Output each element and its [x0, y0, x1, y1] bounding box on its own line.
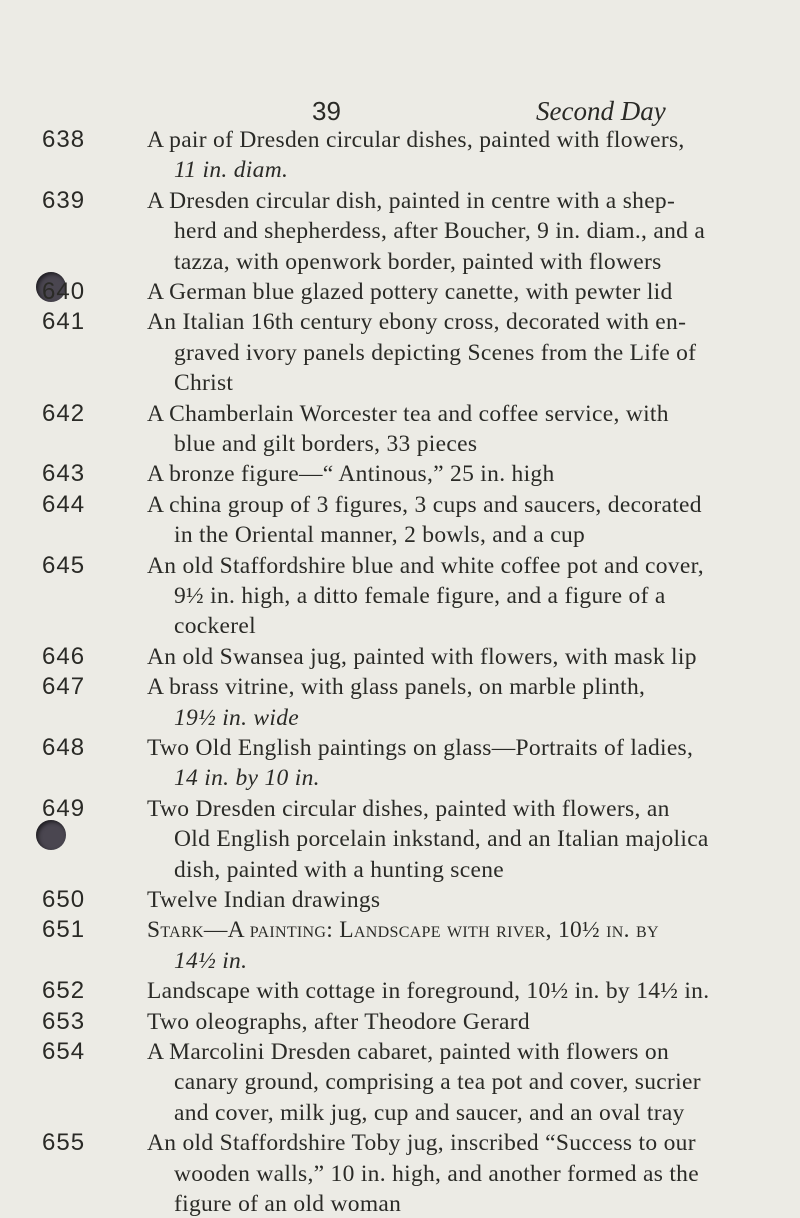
lot-description-line: A German blue glazed pottery canette, with pewter lid: [147, 279, 673, 305]
lot-number: 651: [42, 916, 86, 944]
lot-number: 654: [42, 1038, 86, 1065]
lot-description-line: An Italian 16th century ebony cross, decorated with en-: [147, 309, 687, 336]
lot-description-line: dish, painted with a hunting scene: [174, 856, 504, 883]
lot-number: 644: [42, 490, 86, 518]
lot-number: 639: [42, 186, 86, 214]
punch-hole-bottom: [36, 820, 66, 850]
lot-number: 649: [42, 794, 86, 822]
lot-description-line: 19½ in. wide: [174, 704, 300, 731]
lot-description-line: Twelve Indian drawings: [147, 887, 381, 913]
lot-description-line: Landscape with cottage in foreground, 10½ in. by 14½ in.: [147, 978, 710, 1005]
lot-description-line: Two oleographs, after Theodore Gerard: [147, 1008, 530, 1035]
lot-description-line: A china group of 3 figures, 3 cups and saucers, decorated: [147, 491, 702, 518]
lot-number: 642: [42, 399, 86, 427]
lot-description-line: A Dresden circular dish, painted in centre with a shep-: [147, 187, 676, 214]
lot-description-line: figure of an old woman: [174, 1191, 402, 1217]
lot-description-line: An old Staffordshire blue and white coffee pot and cover,: [147, 552, 704, 579]
page-number: 39: [312, 96, 341, 126]
lot-number: 638: [42, 126, 86, 153]
running-title: Second Day: [536, 96, 666, 126]
lot-description-line: 14 in. by 10 in.: [174, 765, 320, 792]
lot-number: 646: [42, 642, 86, 670]
lot-description-line: cockerel: [174, 613, 256, 640]
lot-description-line: blue and gilt borders, 33 pieces: [174, 431, 478, 457]
lot-description-line: Two Old English paintings on glass—Portraits of ladies,: [147, 735, 694, 761]
lot-number: 652: [42, 977, 86, 1005]
lot-number: 648: [42, 734, 86, 761]
lot-description-line: A bronze figure—“ Antinous,” 25 in. high: [147, 461, 555, 488]
lot-description-line: 11 in. diam.: [174, 157, 289, 184]
lot-number: 641: [42, 308, 86, 336]
lot-description-line: in the Oriental manner, 2 bowls, and a cup: [174, 522, 586, 549]
lot-description-line: 9½ in. high, a ditto female figure, and a figure of a: [174, 583, 666, 609]
lot-description-line: canary ground, comprising a tea pot and cover, sucrier: [174, 1069, 701, 1096]
lot-description-line: Christ: [174, 370, 234, 397]
lot-description-line: herd and shepherdess, after Boucher, 9 in. diam., and a: [174, 218, 706, 245]
lot-description-line: tazza, with openwork border, painted with flowers: [174, 248, 662, 275]
lot-number: 650: [42, 886, 86, 913]
lot-number: 655: [42, 1129, 86, 1157]
lot-number: 647: [42, 673, 86, 701]
lot-description-line: Old English porcelain inkstand, and an Italian majolica: [174, 826, 709, 853]
lot-description-line: Two Dresden circular dishes, painted with flowers, an: [147, 795, 670, 822]
lot-number: 645: [42, 551, 86, 579]
lot-number: 640: [42, 278, 86, 305]
lot-description-line: A pair of Dresden circular dishes, painted with flowers,: [147, 127, 685, 153]
lot-description-line: A brass vitrine, with glass panels, on marble plinth,: [147, 674, 646, 701]
lot-description-line: and cover, milk jug, cup and saucer, and an oval tray: [174, 1099, 685, 1126]
lot-number: 643: [42, 460, 86, 488]
lot-description-line: Stark—A painting: Landscape with river, 10½ in. by: [147, 917, 659, 944]
lot-description-line: An old Swansea jug, painted with flowers, with mask lip: [147, 643, 697, 670]
lot-description-line: An old Staffordshire Toby jug, inscribed “Success to our: [147, 1130, 696, 1157]
lot-description-line: A Chamberlain Worcester tea and coffee service, with: [147, 400, 669, 427]
lot-description-line: A Marcolini Dresden cabaret, painted with flowers on: [147, 1039, 669, 1065]
lot-description-line: 14½ in.: [174, 947, 248, 974]
lot-number: 653: [42, 1007, 86, 1035]
lot-description-line: wooden walls,” 10 in. high, and another formed as the: [174, 1160, 699, 1187]
lot-description-line: graved ivory panels depicting Scenes from the Life of: [174, 339, 697, 366]
